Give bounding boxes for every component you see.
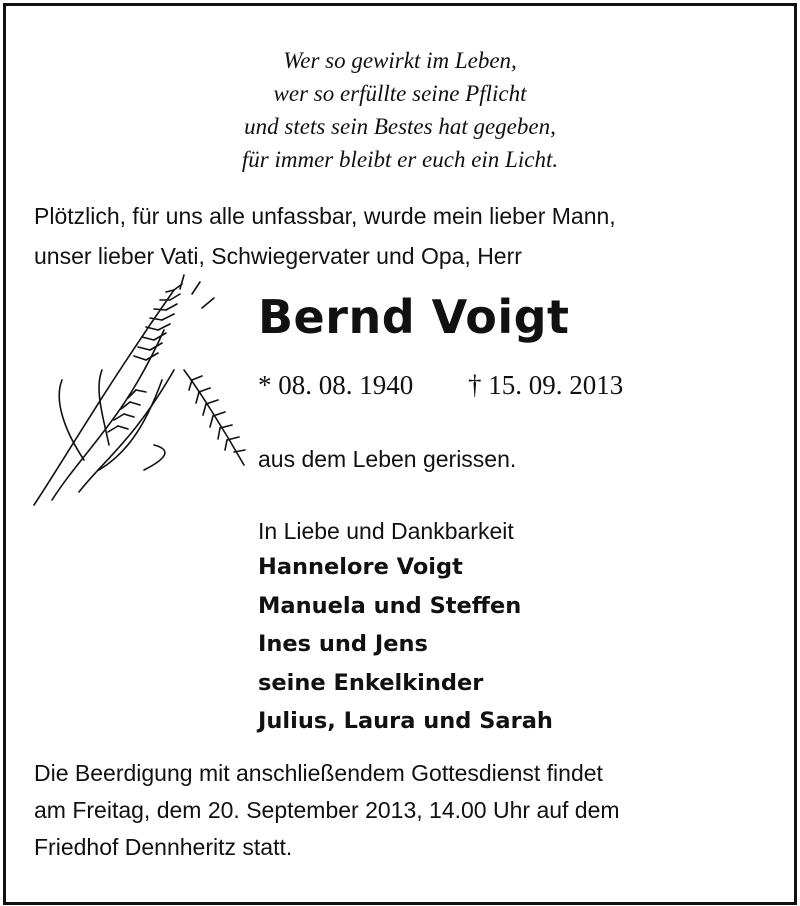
intro-line: unser lieber Vati, Schwiegervater und Opa, Herr: [34, 243, 522, 269]
life-dates: [258, 370, 678, 401]
mourners-list: [258, 548, 553, 741]
death-date: † 15. 09. 2013: [468, 370, 624, 400]
funeral-line: Friedhof Dennheritz statt.: [34, 834, 293, 860]
poem-line: und stets sein Bestes hat gegeben,: [244, 114, 556, 139]
funeral-line: Die Beerdigung mit anschließendem Gottesdienst findet: [34, 760, 603, 786]
funeral-line: am Freitag, dem 20. September 2013, 14.00 Uhr auf dem: [34, 797, 620, 823]
poem-line: wer so erfüllte seine Pflicht: [273, 81, 527, 106]
poem-line: für immer bleibt er euch ein Licht.: [241, 147, 559, 172]
funeral-notice: [34, 755, 774, 866]
poem-line: Wer so gewirkt im Leben,: [283, 48, 517, 73]
mourner-name: Ines und Jens: [258, 631, 428, 657]
mourner-name: Manuela und Steffen: [258, 592, 522, 619]
passing-phrase: aus dem Leben gerissen.: [258, 446, 517, 472]
wheat-ears-icon: [24, 270, 254, 520]
memorial-poem: [0, 44, 800, 176]
announcement-intro: [34, 196, 774, 276]
mourner-name: Julius, Laura und Sarah: [258, 708, 553, 734]
signoff-line: In Liebe und Dankbarkeit: [258, 518, 514, 544]
intro-line: Plötzlich, für uns alle unfassbar, wurde mein lieber Mann,: [34, 203, 616, 229]
mourner-name: Hannelore Voigt: [258, 554, 463, 580]
deceased-name: Bernd Voigt: [258, 290, 570, 344]
mourner-name: seine Enkelkinder: [258, 669, 484, 696]
birth-date: * 08. 08. 1940: [258, 370, 414, 400]
